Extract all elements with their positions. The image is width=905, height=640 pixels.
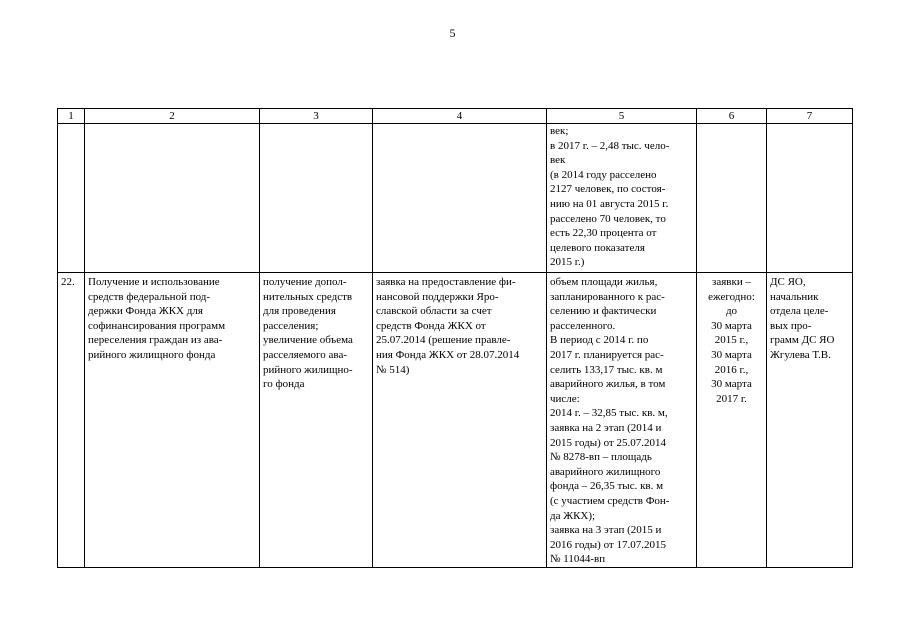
cell-lines	[550, 124, 693, 270]
text-line: расселения;	[263, 319, 319, 332]
text-line: отдела целе-	[770, 305, 829, 318]
text-line: Получение и использование	[88, 276, 220, 288]
responsible-cell	[767, 273, 853, 568]
deadline-cell	[697, 273, 767, 568]
text-line: аварийного жилищного	[550, 465, 661, 478]
text-line: 2016 годы) от 17.07.2015	[550, 538, 666, 551]
text-line: средств федеральной под-	[88, 290, 211, 303]
column-number: 4	[373, 109, 547, 124]
text-line: вых про-	[770, 319, 812, 332]
text-line: расселено 70 человек, то	[550, 212, 666, 225]
text-line: получение допол-	[263, 276, 347, 288]
text-line: 2015 годы) от 25.07.2014	[550, 436, 666, 449]
text-line: нансовой поддержки Яро-	[376, 290, 499, 303]
text-line: ежегодно:	[708, 290, 755, 303]
text-line: заявка на предоставление фи-	[376, 276, 516, 288]
text-line: объем площади жилья,	[550, 276, 658, 288]
text-line: век;	[550, 125, 569, 137]
text-line: увеличение объема	[263, 334, 353, 347]
text-line: № 514)	[376, 363, 410, 376]
text-line: 2015 г.,	[714, 334, 749, 347]
text-line: рийного жилищно-	[263, 363, 353, 376]
column-number: 5	[547, 109, 697, 124]
text-line: переселения граждан из ава-	[88, 334, 223, 347]
text-line: заявка на 3 этап (2015 и	[550, 524, 662, 537]
text-line: 30 марта	[711, 319, 752, 332]
text-line: го фонда	[263, 378, 305, 391]
cell-lines	[700, 275, 763, 406]
text-line: да ЖКХ);	[550, 509, 596, 522]
page-number: 5	[449, 26, 456, 40]
text-line: 30 марта	[711, 348, 752, 361]
text-line: 2017 г. планируется рас-	[550, 348, 664, 361]
cell-lines	[550, 275, 693, 567]
column-number: 3	[260, 109, 373, 124]
table-cell	[260, 124, 373, 273]
text-line: фонда – 26,35 тыс. кв. м	[550, 480, 664, 493]
text-line: (в 2014 году расселено	[550, 168, 657, 181]
text-line: селению и фактически	[550, 305, 657, 318]
cell-lines	[263, 275, 369, 392]
result-cell	[260, 273, 373, 568]
program-table	[57, 108, 853, 568]
column-number: 1	[58, 109, 85, 124]
text-line: заявки –	[712, 276, 751, 288]
activity-cell	[85, 273, 260, 568]
text-line: целевого показателя	[550, 241, 645, 254]
text-line: ДС ЯО,	[770, 276, 806, 288]
cell-lines	[376, 275, 543, 377]
text-line: запланированного к рас-	[550, 290, 665, 303]
column-number: 2	[85, 109, 260, 124]
text-line: начальник	[770, 290, 819, 303]
column-number: 7	[767, 109, 853, 124]
text-line: ния Фонда ЖКХ от 28.07.2014	[376, 348, 520, 361]
text-line: 30 марта	[711, 378, 752, 391]
text-line: селить 133,17 тыс. кв. м	[550, 363, 663, 376]
text-line: 2014 г. – 32,85 тыс. кв. м,	[550, 407, 668, 420]
text-line: рийного жилищного фонда	[88, 348, 216, 361]
document-cell	[373, 273, 547, 568]
text-line: век	[550, 154, 566, 167]
cell-lines	[88, 275, 256, 363]
text-line: аварийного жилья, в том	[550, 378, 666, 391]
text-line: славской области за счет	[376, 305, 492, 318]
text-line: нию на 01 августа 2015 г.	[550, 197, 669, 210]
column-number: 6	[697, 109, 767, 124]
text-line: нительных средств	[263, 290, 353, 303]
text-line: есть 22,30 процента от	[550, 227, 657, 240]
text-line: 2015 г.)	[550, 256, 585, 269]
continuation-row	[58, 124, 853, 273]
indicator-cell	[547, 273, 697, 568]
text-line: средств Фонда ЖКХ от	[376, 319, 486, 332]
table-cell	[85, 124, 260, 273]
text-line: № 11044-вп	[550, 553, 606, 566]
text-line: числе:	[550, 392, 580, 405]
text-line: 25.07.2014 (решение правле-	[376, 334, 511, 347]
text-line: заявка на 2 этап (2014 и	[550, 421, 662, 434]
table-cell	[373, 124, 547, 273]
text-line: (с участием средств Фон-	[550, 494, 670, 507]
text-line: № 8278-вп – площадь	[550, 451, 652, 464]
column-numbers-row	[58, 109, 853, 124]
text-line: расселенного.	[550, 319, 616, 332]
table-row	[58, 273, 853, 568]
text-line: до	[725, 305, 738, 318]
text-line: для проведения	[263, 305, 336, 318]
text-line: 2017 г.	[716, 392, 747, 405]
text-line: Жгулева Т.В.	[770, 348, 831, 361]
text-line: 2016 г.,	[714, 363, 749, 376]
table-cell	[58, 124, 85, 273]
table-cell	[697, 124, 767, 273]
text-line: 2127 человек, по состоя-	[550, 183, 666, 196]
cell-lines	[770, 275, 849, 363]
text-line: В период с 2014 г. по	[550, 334, 649, 347]
table-cell	[767, 124, 853, 273]
text-line: в 2017 г. – 2,48 тыс. чело-	[550, 139, 670, 152]
text-line: грамм ДС ЯО	[770, 334, 835, 347]
text-line: держки Фонда ЖКХ для	[88, 305, 203, 318]
text-line: расселяемого ава-	[263, 348, 348, 361]
text-line: софинансирования программ	[88, 319, 226, 332]
row-number-cell: 22.	[58, 273, 85, 568]
indicator-cell	[547, 124, 697, 273]
